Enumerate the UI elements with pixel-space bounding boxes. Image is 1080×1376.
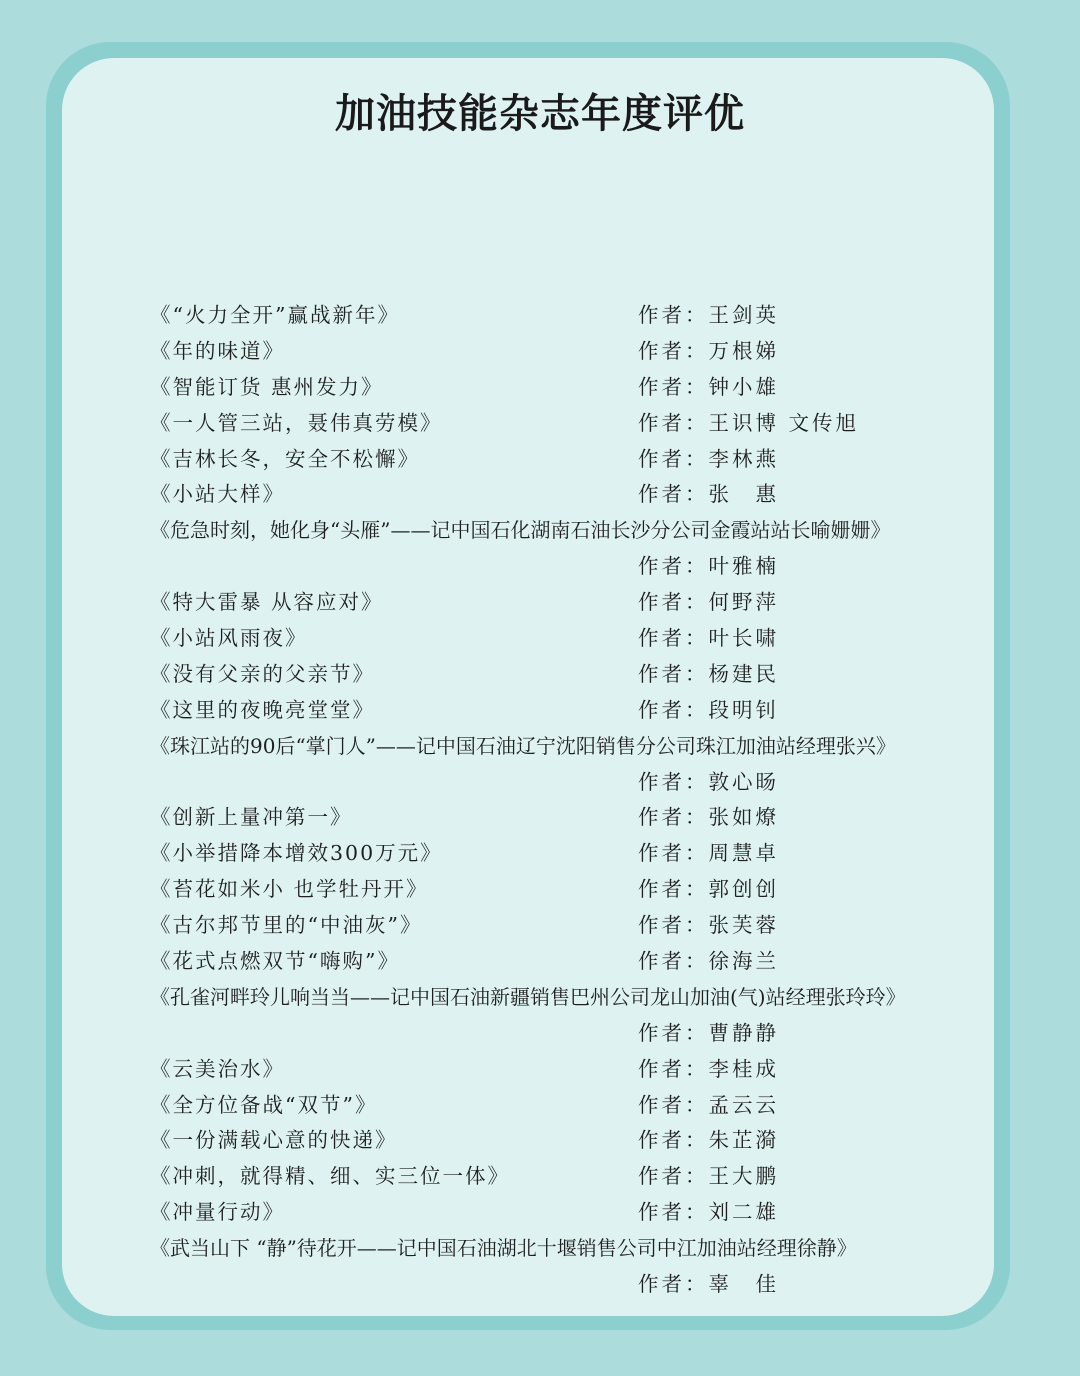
- list-item: [150, 800, 940, 836]
- work-author: 作者：辜 佳: [638, 1272, 779, 1297]
- work-author: 作者：张芙蓉: [638, 913, 779, 938]
- work-author: 作者：孟云云: [638, 1092, 779, 1117]
- work-title: 《“火力全开”赢战新年》: [150, 303, 400, 327]
- list-item: [150, 442, 940, 478]
- work-author: 作者：周慧卓: [638, 841, 779, 866]
- work-author: 作者：刘二雄: [638, 1200, 779, 1225]
- work-author: 作者：钟小雄: [638, 374, 779, 399]
- list-item: [150, 980, 940, 1016]
- list-item: [150, 370, 940, 406]
- work-author: 作者：张如燎: [638, 805, 779, 830]
- work-author: 作者：郭创创: [638, 877, 779, 902]
- work-title: 《小站风雨夜》: [150, 626, 308, 651]
- work-title: 《珠江站的90后“掌门人”——记中国石油辽宁沈阳销售分公司珠江加油站经理张兴》: [150, 733, 896, 758]
- list-item: [150, 513, 940, 549]
- list-item: [150, 836, 940, 872]
- work-author: 作者：何野萍: [638, 590, 779, 615]
- page-title: 加油技能杂志年度评优: [335, 91, 745, 137]
- work-author: 作者：叶长啸: [638, 626, 779, 651]
- work-author: 作者：张 惠: [638, 482, 779, 507]
- list-item: [150, 944, 940, 980]
- list-item: [150, 1088, 940, 1124]
- work-title: 《孔雀河畔玲儿响当当——记中国石油新疆销售巴州公司龙山加油(气)站经理张玲玲》: [150, 984, 906, 1009]
- list-item: [150, 657, 940, 693]
- work-author: 作者：王剑英: [638, 303, 779, 327]
- work-title: 《小举措降本增效300万元》: [150, 841, 443, 866]
- work-author: 作者：李林燕: [638, 446, 779, 471]
- work-author: 作者：徐海兰: [638, 949, 779, 974]
- work-title: 《这里的夜晚亮堂堂》: [150, 697, 375, 722]
- work-author: 作者：李桂成: [638, 1056, 779, 1081]
- work-author: 作者：敦心旸: [638, 769, 779, 794]
- work-author: 作者：朱芷漪: [638, 1128, 779, 1153]
- list-item: [150, 477, 940, 513]
- work-title: 《特大雷暴 从容应对》: [150, 590, 384, 615]
- work-title: 《云美治水》: [150, 1056, 285, 1081]
- work-title: 《吉林长冬，安全不松懈》: [150, 446, 420, 471]
- list-item-author-line: [150, 1016, 940, 1052]
- work-author: 作者：杨建民: [638, 661, 779, 686]
- work-title: 《花式点燃双节“嗨购”》: [150, 949, 400, 974]
- work-title: 《苔花如米小 也学牡丹开》: [150, 877, 429, 902]
- list-item: [150, 1052, 940, 1088]
- work-title: 《小站大样》: [150, 482, 285, 507]
- list-item: [150, 585, 940, 621]
- list-item: [150, 1159, 940, 1195]
- award-list: [150, 298, 940, 1303]
- work-title: 《武当山下 “静”待花开——记中国石油湖北十堰销售公司中江加油站经理徐静》: [150, 1236, 857, 1261]
- work-title: 《智能订货 惠州发力》: [150, 374, 384, 399]
- list-item: [150, 1231, 940, 1267]
- work-title: 《一人管三站，聂伟真劳模》: [150, 410, 443, 435]
- list-item-author-line: [150, 549, 940, 585]
- work-title: 《冲刺，就得精、细、实三位一体》: [150, 1164, 510, 1189]
- work-title: 《冲量行动》: [150, 1200, 285, 1225]
- work-author: 作者：段明钊: [638, 697, 779, 722]
- list-item-author-line: [150, 1267, 940, 1303]
- work-title: 《一份满载心意的快递》: [150, 1128, 398, 1153]
- work-title: 《年的味道》: [150, 338, 285, 363]
- work-title: 《创新上量冲第一》: [150, 805, 353, 830]
- list-item: [150, 693, 940, 729]
- list-item: [150, 1195, 940, 1231]
- list-item: [150, 406, 940, 442]
- work-author: 作者：王大鹏: [638, 1164, 779, 1189]
- work-title: 《全方位备战“双节”》: [150, 1092, 378, 1117]
- work-author: 作者：万根娣: [638, 338, 779, 363]
- list-item: [150, 1123, 940, 1159]
- list-item: [150, 908, 940, 944]
- work-author: 作者：曹静静: [638, 1020, 779, 1045]
- work-title: 《危急时刻，她化身“头雁”——记中国石化湖南石油长沙分公司金霞站站长喻姗姗》: [150, 518, 891, 543]
- list-item: [150, 729, 940, 765]
- list-item: [150, 621, 940, 657]
- list-item: [150, 872, 940, 908]
- list-item: [150, 334, 940, 370]
- work-author: 作者：叶雅楠: [638, 554, 779, 579]
- work-title: 《没有父亲的父亲节》: [150, 661, 375, 686]
- work-title: 《古尔邦节里的“中油灰”》: [150, 913, 423, 938]
- list-item-author-line: [150, 765, 940, 801]
- work-author: 作者：王识博 文传旭: [638, 410, 860, 435]
- list-item: [150, 298, 940, 334]
